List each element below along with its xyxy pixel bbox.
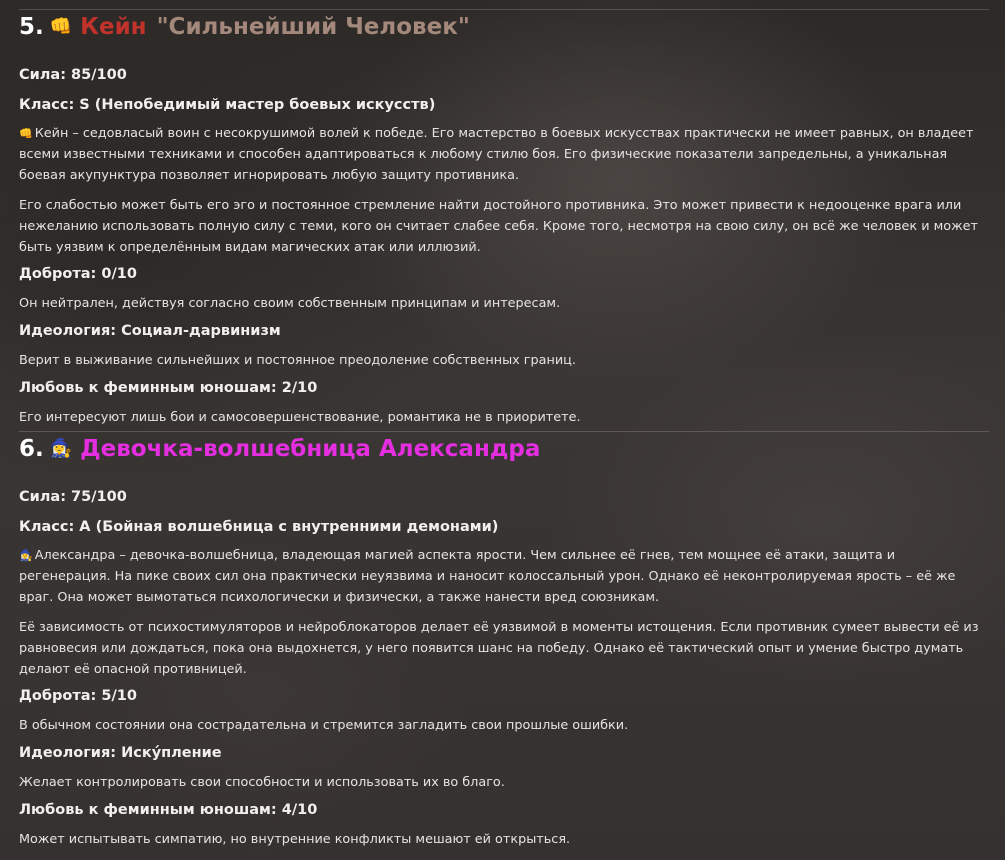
section-number: 6. bbox=[19, 436, 44, 462]
love-label: Любовь к феминным юношам: 2/10 bbox=[19, 380, 318, 396]
section-title-kane bbox=[19, 12, 989, 42]
section-title-alexandra bbox=[19, 434, 989, 464]
kindness-desc: Он нейтрален, действуя согласно своим собственным принципам и интересам. bbox=[19, 296, 561, 311]
strength-label: Сила: 85/100 bbox=[19, 67, 127, 83]
description-text: Кейн – седовласый воин с несокрушимой волей к победе. Его мастерство в боевых искусствах практически не имеет равных, он владеет всеми известными техниками и способен адаптироваться к любому стилю боя. Его физические показатели запредельны, а уникальная боевая акупунктура позволяет игнорировать любую защиту противника. bbox=[19, 126, 974, 183]
kindness-label: Доброта: 0/10 bbox=[19, 266, 137, 282]
ideology-label: Идеология: Иску́пление bbox=[19, 745, 222, 761]
description bbox=[19, 545, 989, 608]
character-nickname: "Сильнейший Человек" bbox=[156, 14, 470, 40]
section-kane bbox=[19, 12, 989, 428]
weakness: Её зависимость от психостимуляторов и нейроблокаторов делает её уязвимой в моменты истощения. Если противник сумеет вывести её из равновесия или дождаться, пока она выдохнется, у него появится шанс на победу. Однако её тактический опыт и умение быстро думать делают её опасной противницей. bbox=[19, 620, 979, 677]
section-divider bbox=[19, 431, 989, 432]
ideology-desc: Желает контролировать свои способности и использовать их во благо. bbox=[19, 775, 505, 790]
love-desc: Его интересуют лишь бои и самосовершенствование, романтика не в приоритете. bbox=[19, 410, 581, 425]
section-number: 5. bbox=[19, 14, 44, 40]
class-label: Класс: A (Бойная волшебница с внутренними демонами) bbox=[19, 519, 499, 535]
kindness-label: Доброта: 5/10 bbox=[19, 688, 137, 704]
ideology-label: Идеология: Социал-дарвинизм bbox=[19, 323, 281, 339]
class-label: Класс: S (Непобедимый мастер боевых искусств) bbox=[19, 97, 436, 113]
mage-icon: 🧙‍♀️ bbox=[19, 549, 33, 562]
description bbox=[19, 123, 989, 186]
content bbox=[19, 0, 989, 850]
mage-icon: 🧙‍♀️ bbox=[49, 438, 73, 459]
strength-label: Сила: 75/100 bbox=[19, 489, 127, 505]
ideology-desc: Верит в выживание сильнейших и постоянное преодоление собственных границ. bbox=[19, 353, 576, 368]
kindness-desc: В обычном состоянии она сострадательна и стремится загладить свои прошлые ошибки. bbox=[19, 718, 629, 733]
character-name: Девочка-волшебница Александра bbox=[80, 436, 541, 462]
character-name: Кейн bbox=[80, 14, 147, 40]
love-desc: Может испытывать симпатию, но внутренние конфликты мешают ей открыться. bbox=[19, 832, 571, 847]
weakness: Его слабостью может быть его эго и постоянное стремление найти достойного противника. Это может привести к недооценке врага или нежеланию использовать полную силу с теми, кого он считает слабее себя. Кроме того, несмотря на свою силу, он всё же человек и может быть уязвим к определённым видам магических атак или иллюзий. bbox=[19, 198, 978, 255]
description-text: Александра – девочка-волшебница, владеющая магией аспекта ярости. Чем сильнее её гнев, тем мощнее её атаки, защита и регенерация. На пике своих сил она практически неуязвима и наносит колоссальный урон. Однако её неконтролируемая ярость – её же враг. Она может вымотаться психологически и физически, а также нанести вред союзникам. bbox=[19, 548, 956, 605]
fist-icon: 👊 bbox=[19, 127, 33, 140]
section-alexandra bbox=[19, 434, 989, 850]
love-label: Любовь к феминным юношам: 4/10 bbox=[19, 802, 318, 818]
top-divider bbox=[19, 9, 989, 10]
fist-icon: 👊 bbox=[49, 16, 73, 37]
